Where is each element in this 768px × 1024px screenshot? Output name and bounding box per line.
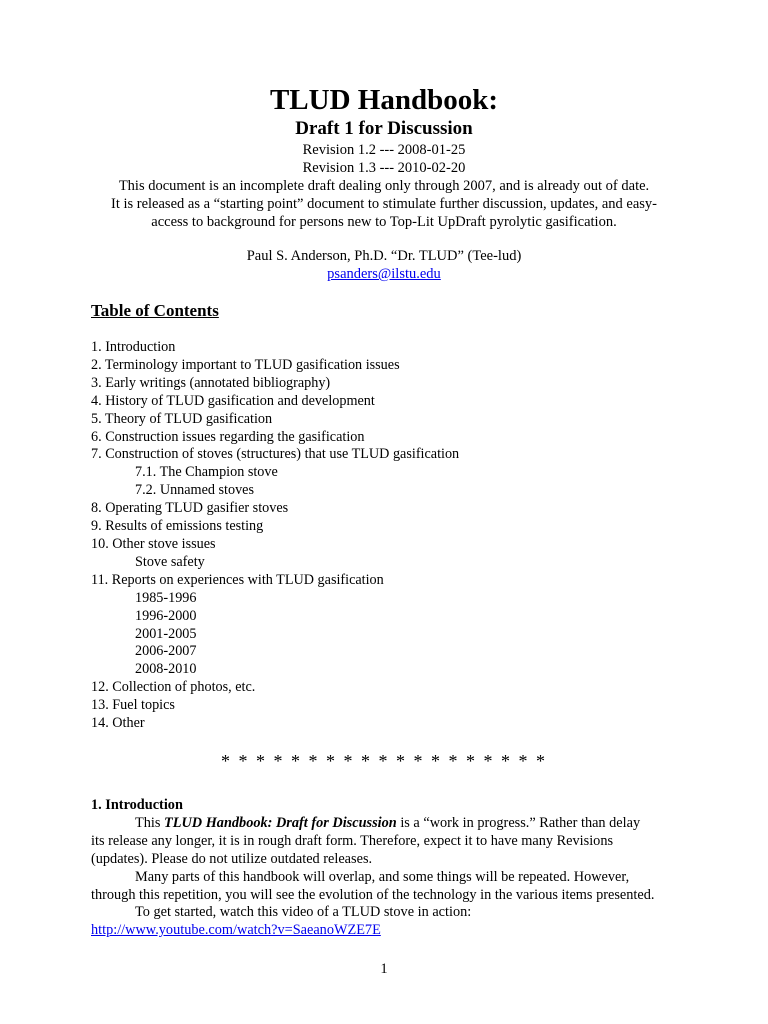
intro-text: This — [135, 814, 164, 831]
toc-item: 3. Early writings (annotated bibliography) — [91, 374, 331, 391]
toc-heading: Table of Contents — [91, 301, 219, 320]
toc-subitem: 1996-2000 — [135, 607, 197, 624]
intro-paragraph-line: through this repetition, you will see the evolution of the technology in the various items presented. — [91, 886, 655, 903]
intro-paragraph-line: To get started, watch this video of a TLUD stove in action: — [135, 904, 472, 921]
toc-subitem: Stove safety — [135, 553, 205, 570]
toc-item: 6. Construction issues regarding the gasification — [91, 428, 365, 445]
author-email-link[interactable]: psanders@ilstu.edu — [327, 266, 441, 282]
video-link[interactable]: http://www.youtube.com/watch?v=SaeanoWZE7E — [91, 922, 381, 939]
toc-item: 8. Operating TLUD gasifier stoves — [91, 500, 289, 517]
intro-heading: 1. Introduction — [91, 797, 183, 813]
toc-item: 1. Introduction — [91, 339, 176, 355]
intro-paragraph-line: its release any longer, it is in rough draft form. Therefore, expect it to have many Revisions — [91, 832, 614, 849]
toc-item: 10. Other stove issues — [91, 535, 216, 552]
description-line: This document is an incomplete draft dealing only through 2007, and is already out of date. — [118, 178, 650, 194]
toc-item: 11. Reports on experiences with TLUD gasification — [91, 571, 384, 588]
revision-line: Revision 1.3 --- 2010-02-20 — [302, 160, 466, 176]
toc-item: 14. Other — [91, 715, 145, 732]
toc-subitem: 1985-1996 — [135, 589, 197, 606]
intro-paragraph-line: (updates). Please do not utilize outdated releases. — [91, 850, 373, 867]
toc-subitem: 7.1. The Champion stove — [135, 464, 278, 481]
intro-paragraph-line: Many parts of this handbook will overlap, and some things will be repeated. However, — [135, 868, 630, 885]
toc-subitem: 2008-2010 — [135, 661, 197, 678]
intro-text: is a “work in progress.” Rather than delay — [396, 814, 641, 831]
toc-item: 2. Terminology important to TLUD gasification issues — [91, 356, 400, 373]
intro-paragraph-line — [91, 815, 691, 833]
toc-item: 4. History of TLUD gasification and development — [91, 392, 375, 409]
revision-line: Revision 1.2 --- 2008-01-25 — [302, 142, 466, 158]
toc-item: 5. Theory of TLUD gasification — [91, 410, 273, 427]
author-email-wrap — [0, 265, 768, 283]
description-line: access to background for persons new to Top-Lit UpDraft pyrolytic gasification. — [151, 214, 617, 230]
document-title: TLUD Handbook: — [269, 84, 499, 116]
toc-subitem: 7.2. Unnamed stoves — [135, 482, 255, 499]
author-line: Paul S. Anderson, Ph.D. “Dr. TLUD” (Tee-lud) — [246, 248, 522, 264]
toc-list — [91, 339, 459, 733]
section-divider: * * * * * * * * * * * * * * * * * * * — [221, 751, 547, 771]
page-number: 1 — [380, 961, 388, 977]
handbook-title-emphasis: TLUD Handbook: Draft for Discussion — [164, 814, 397, 831]
toc-item: 13. Fuel topics — [91, 697, 175, 714]
toc-item: 7. Construction of stoves (structures) that use TLUD gasification — [91, 446, 460, 463]
introduction-section — [91, 797, 691, 940]
toc-subitem: 2006-2007 — [135, 643, 197, 660]
toc-item: 12. Collection of photos, etc. — [91, 679, 256, 696]
toc-item: 9. Results of emissions testing — [91, 518, 264, 535]
toc-subitem: 2001-2005 — [135, 625, 197, 642]
document-subtitle: Draft 1 for Discussion — [295, 118, 473, 139]
description-line: It is released as a “starting point” document to stimulate further discussion, updates, and easy- — [110, 196, 657, 212]
